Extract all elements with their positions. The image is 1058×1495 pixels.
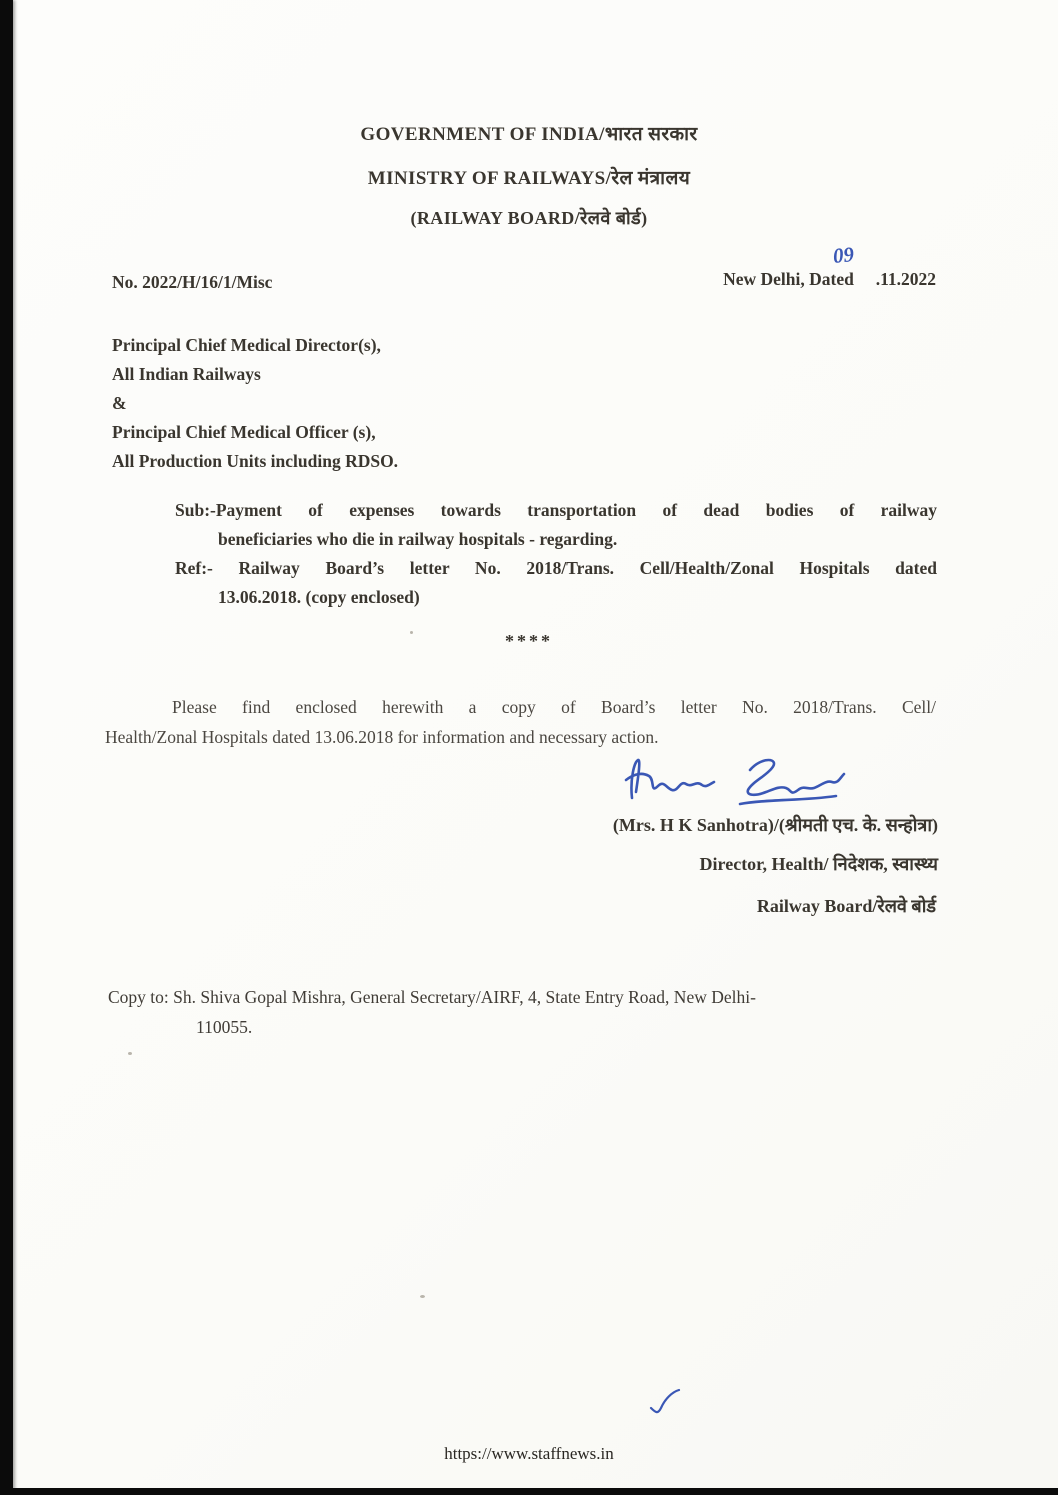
reference-line-1: Ref:- Railway Board’s letter No. 2018/Trans. Cell/Health/Zonal Hospitals dated [175, 558, 937, 578]
copy-to-line-2: 110055. [196, 1017, 253, 1037]
checkmark [648, 1388, 682, 1416]
addressee-line: Principal Chief Medical Officer (s), [112, 422, 376, 442]
addressee-line: Principal Chief Medical Director(s), [112, 335, 381, 355]
asterisk-separator: **** [505, 631, 553, 651]
scan-speck [420, 1295, 425, 1298]
subject-line-2: beneficiaries who die in railway hospitals - regarding. [218, 529, 618, 549]
body-paragraph-line-1: Please find enclosed herewith a copy of Board’s letter No. 2018/Trans. Cell/ [172, 697, 936, 717]
handwritten-date: 09 [831, 241, 856, 269]
signatory-designation: Director, Health/ निदेशक, स्वास्थ्य [699, 854, 938, 874]
letter-place-date: New Delhi, Dated .11.2022 [723, 269, 936, 289]
scan-edge-bottom [0, 1488, 1058, 1495]
copy-to-line-1: Copy to: Sh. Shiva Gopal Mishra, General Secretary/AIRF, 4, State Entry Road, New Delhi- [108, 987, 756, 1007]
letterhead-ministry-line: MINISTRY OF RAILWAYS/रेल मंत्रालय [367, 168, 691, 189]
signature [622, 752, 862, 814]
signatory-organization: Railway Board/रेलवे बोर्ड [756, 896, 936, 916]
letterhead-government-line: GOVERNMENT OF INDIA/भारत सरकार [360, 124, 698, 145]
body-paragraph-line-2: Health/Zonal Hospitals dated 13.06.2018 for information and necessary action. [105, 727, 659, 747]
scan-speck [128, 1052, 132, 1055]
letter-reference-number: No. 2022/H/16/1/Misc [112, 272, 273, 292]
addressee-block [112, 331, 398, 476]
reference-line-2: 13.06.2018. (copy enclosed) [218, 587, 420, 607]
footer-url: https://www.staffnews.in [444, 1444, 614, 1463]
signatory-name: (Mrs. H K Sanhotra)/(श्रीमती एच. के. सन्होत्रा) [612, 815, 938, 835]
addressee-line: All Production Units including RDSO. [112, 451, 399, 471]
subject-line-1: Sub:-Payment of expenses towards transportation of dead bodies of railway [175, 500, 937, 520]
addressee-line: & [112, 393, 127, 413]
addressee-line: All Indian Railways [112, 364, 261, 384]
letterhead-board-line: (RAILWAY BOARD/रेलवे बोर्ड) [410, 208, 648, 228]
